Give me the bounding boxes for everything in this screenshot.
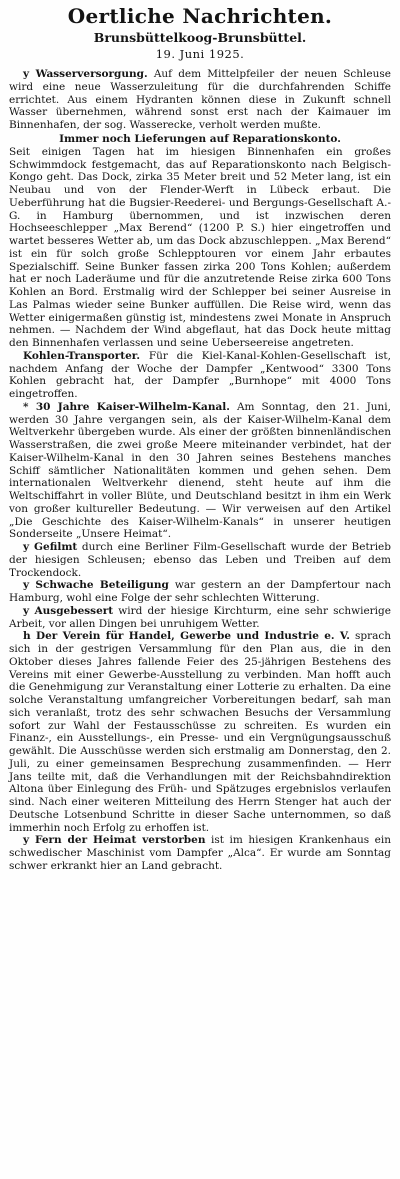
article-lead: * 30 Jahre Kaiser-Wilhelm-Kanal. xyxy=(23,400,230,413)
article-body: sprach sich in der gestrigen Versammlung für den Plan aus, die in den Oktober dieses Jahres fallende Feier des 25-jährigen Bestehens des Vereins mit einer Gewerbe-Ausstellung zu verbinden. Man hofft auch die Genehmigung zur Veranstaltung einer Lotterie zu erhalten. Da eine solche Veranstaltung umfangreicher Vorbereitungen bedarf, sah man sich veranlaßt, trotz des sehr schwachen Besuchs der Versammlung sofort zur Wahl der Festausschüsse zu schreiten. Es wurden ein Finanz-, ein Ausstellungs-, ein Presse- und ein Vergnügungsausschuß gewählt. Die Ausschüsse werden sich erstmalig am Donnerstag, den 2. Juli, zu einer gemeinsamen Besprechung zusammenfinden. — Herr Jans teilte mit, daß die Verhandlungen mit der Reichsbahndirektion Altona über Einlegung des Früh- und Spätzuges ergebnislos verlaufen sind. Nach einer weiteren Mitteilung des Herrn Stenger hat auch der Deutsche Lotsenbund Schritte in dieser Sache unternommen, so daß immerhin noch Erfolg zu erhoffen ist. xyxy=(9,630,391,834)
article-wasserversorgung xyxy=(9,68,391,132)
article-verstorben xyxy=(9,834,391,872)
article-body: Für die Kiel-Kanal-Kohlen-Gesellschaft ist, nachdem Anfang der Woche der Dampfer „Kentwood“ 3300 Tons Kohlen gebracht hat, der Dampfer „Burnhope“ mit 4000 Tons eingetroffen. xyxy=(9,349,391,400)
page-title: Oertliche Nachrichten. xyxy=(67,4,333,28)
dateline xyxy=(9,47,391,62)
article-body: wird der hiesige Kirchturm, eine sehr schwierige Arbeit, vor allen Dingen bei unruhigem Wetter. xyxy=(9,604,391,630)
article-lead: h Der Verein für Handel, Gewerbe und Industrie e. V. xyxy=(23,630,350,643)
article-lead: Kohlen-Transporter. xyxy=(23,349,141,362)
date-text: 19. Juni 1925. xyxy=(155,47,245,61)
article-body: Seit einigen Tagen hat im hiesigen Binnenhafen ein großes Schwimmdock festgemacht, das auf Reparationskonto nach Belgisch-Kongo geht. Das Dock, zirka 35 Meter breit und 52 Meter lang, ist ein Neubau und von der Flender-Werft in Lübeck erbaut. Die Ueberführung hat die Bugsier-Reederei- und Bergungs-Gesellschaft A.-G. in Hamburg übernommen, und ist inzwischen deren Hochseeschlepper „Max Berend“ (1200 P. S.) hier eingetroffen und wartet besseres Wetter ab, um das Dock abzuschleppen. „Max Berend“ ist ein für solch große Schlepptouren vor einem Jahr erbautes Spezialschiff. Seine Bunker fassen zirka 200 Tons Kohlen; außerdem hat er noch Laderäume und für die anzutretende Reise zirka 600 Tons Kohlen an Bord. Erstmalig wird der Schlepper bei seiner Ausreise in Las Palmas wieder seine Bunker auffüllen. Die Reise wird, wenn das Wetter einigermaßen günstig ist, mindestens zwei Monate in Anspruch nehmen. — Nachdem der Wind abgeflaut, hat das Dock heute mittag den Binnenhafen verlassen und seine Ueberseereise angetreten. xyxy=(9,145,391,349)
article-kohlen-transporter xyxy=(9,350,391,401)
article-verein xyxy=(9,630,391,834)
article-body: war gestern an der Dampfertour nach Hamburg, wohl eine Folge der sehr schlechten Witterung. xyxy=(9,579,392,604)
article-body: Am Sonntag, den 21. Juni, werden 30 Jahre vergangen sein, als der Kaiser-Wilhelm-Kanal dem Weltverkehr übergeben wurde. Als einer der größten binnenländischen Wasserstraßen, die zwei große Meere miteinander verbindet, hat der Kaiser-Wilhelm-Kanal in den 30 Jahren seines Bestehens manches Schiff sämtlicher Nationalitäten kommen und gehen sehen. Dem internationalen Weltverkehr dienend, steht heute auf ihm die Weltschiffahrt in voller Blüte, und Deutschland besitzt in ihm ein Werk von großer kultureller Bedeutung. — Wir verweisen auf den Artikel „Die Geschichte des Kaiser-Wilhelm-Kanals“ in unserer heutigen Sonderseite „Unsere Heimat“. xyxy=(9,400,391,541)
article-lead: y Schwache Beteiligung xyxy=(23,579,169,592)
article-beteiligung xyxy=(9,579,391,605)
article-body: Auf dem Mittelpfeiler der neuen Schleuse wird eine neue Wasserzuleitung für die durchfahrenden Schiffe errichtet. Aus einem Hydranten können diese in Zukunft schnell Wasser übernehmen, während sonst erst nach der Kaimauer im Binnenhafen, der sog. Wasserecke, verholt werden mußte. xyxy=(9,68,391,131)
article-lead: y Wasserversorgung. xyxy=(23,68,148,80)
article-lead: y Fern der Heimat verstorben xyxy=(23,834,206,847)
page-subtitle: Brunsbüttelkoog-Brunsbüttel. xyxy=(93,30,307,45)
article-lead: y Gefilmt xyxy=(23,541,78,553)
article-heading-reparationskonto: Immer noch Lieferungen auf Reparationskonto. xyxy=(59,132,341,145)
article-lead: y Ausgebessert xyxy=(23,604,114,617)
article-body: durch eine Berliner Film-Gesellschaft wurde der Betrieb der hiesigen Schleusen; ebenso das Leben und Treiben auf dem Trockendock. xyxy=(9,541,391,579)
article-kanal-jubilaeum xyxy=(9,401,391,541)
article-body: ist im hiesigen Krankenhaus ein schwedischer Maschinist vom Dampfer „Alca“. Er wurde am Sonntag schwer erkrankt hier an Land gebracht. xyxy=(9,834,391,872)
article-reparationskonto xyxy=(9,146,391,350)
article-gefilmt xyxy=(9,541,391,579)
article-kirchturm xyxy=(9,605,391,631)
